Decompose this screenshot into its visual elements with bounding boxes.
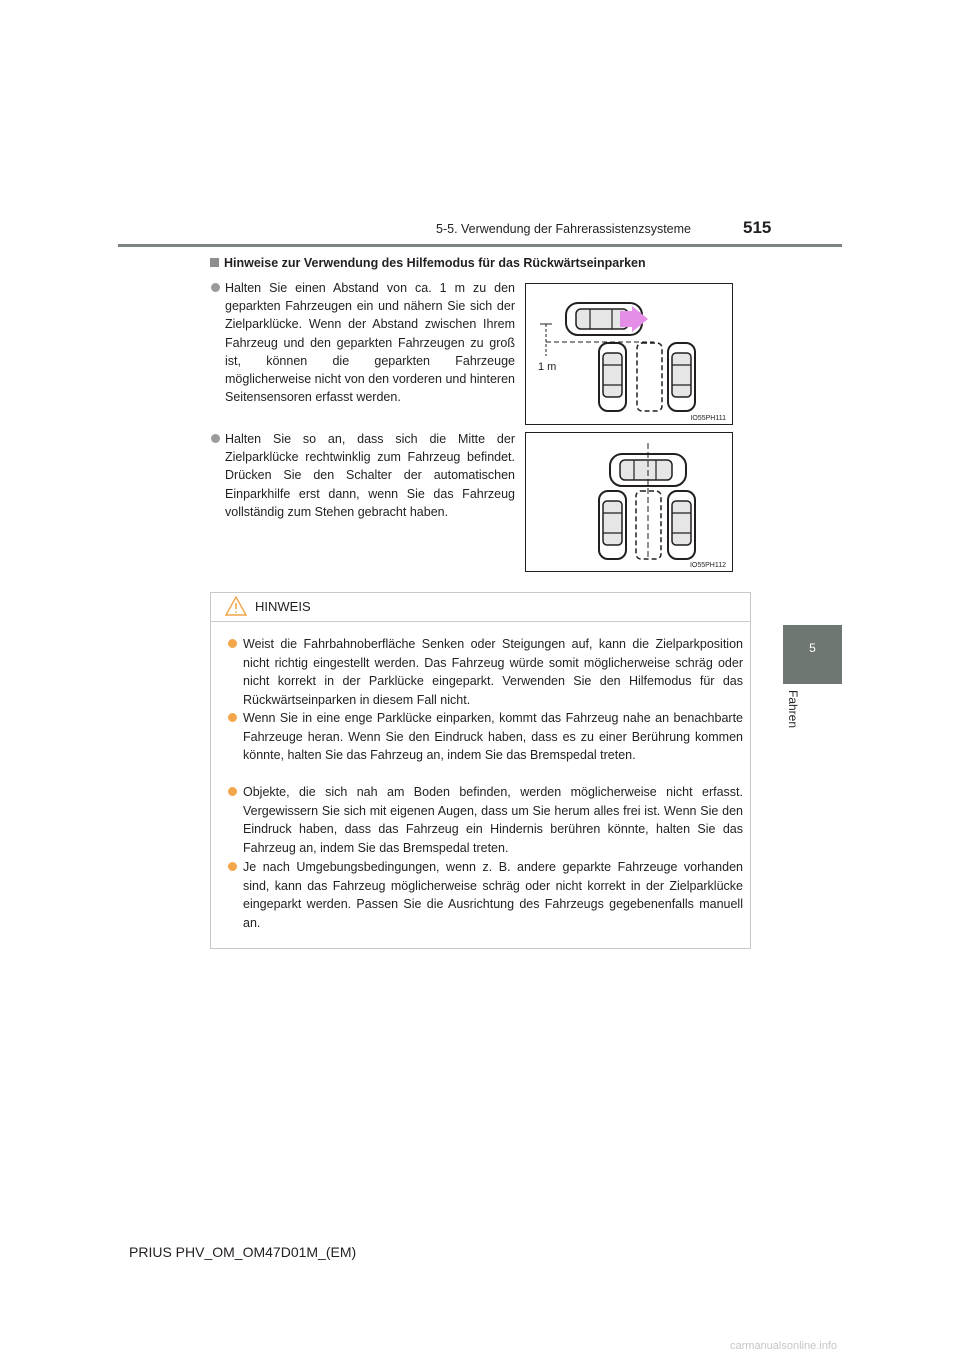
header-rule <box>118 244 842 247</box>
target-space <box>637 343 662 411</box>
bullet-text: Halten Sie so an, dass sich die Mitte der Zielparklücke rechtwinklig zum Fahrzeug befindet. Drücken Sie den Schalter der automatischen Einparkhilfe erst dann, wenn Sie das Fahrzeug vollständig zum Stehen gebracht haben. <box>225 432 515 519</box>
page-number: 515 <box>743 218 772 237</box>
parked-car-icon <box>668 343 695 411</box>
notice-item <box>243 635 743 709</box>
bullet-item <box>225 430 515 521</box>
bullet-dot-icon <box>211 434 220 443</box>
bullet-item <box>225 279 515 406</box>
parked-car-icon <box>599 491 626 559</box>
figure-code: IO55PH111 <box>690 415 726 422</box>
notice-bullet-icon <box>228 787 237 796</box>
notice-bullet-icon <box>228 713 237 722</box>
section-title <box>210 256 646 270</box>
notice-bullet-icon <box>228 639 237 648</box>
figure-approach-distance <box>525 283 733 425</box>
bullet-dot-icon <box>211 283 220 292</box>
notice-text: Wenn Sie in eine enge Parklücke einparken, kommt das Fahrzeug nahe an benachbarte Fahrzeuge heran. Wenn Sie den Eindruck haben, dass es zu einer Berührung kommen könnte, halten Sie das Fahrzeug an, indem Sie das Bremspedal treten. <box>243 711 743 763</box>
notice-header <box>211 593 750 622</box>
figure-code: IO55PH112 <box>689 562 726 569</box>
distance-label: 1 m <box>538 361 557 373</box>
footer-doc-id: PRIUS PHV_OM_OM47D01M_(EM) <box>129 1244 357 1260</box>
parked-car-icon <box>599 343 626 411</box>
chapter-number: 5 <box>809 641 816 655</box>
running-header-section: 5-5. Verwendung der Fahrerassistenzsysteme <box>436 222 691 236</box>
notice-item <box>243 858 743 932</box>
notice-text: Weist die Fahrbahnoberfläche Senken oder Steigungen auf, kann die Zielparkposition nicht richtig eingestellt werden. Das Fahrzeug würde somit möglicherweise schräg oder nicht korrekt in der Parklücke eingeparkt. Verwenden Sie den Hilfemodus für das Rückwärtseinparken in diesem Fall nicht. <box>243 637 743 707</box>
section-title-text: Hinweise zur Verwendung des Hilfemodus für das Rückwärtseinparken <box>224 256 646 270</box>
notice-item <box>243 709 743 765</box>
warning-icon <box>225 596 247 616</box>
notice-text: Je nach Umgebungsbedingungen, wenn z. B. andere geparkte Fahrzeuge vorhanden sind, kann das Fahrzeug möglicherweise schräg oder nicht korrekt in der Zielparklücke eingeparkt werden. Passen Sie die Ausrichtung des Fahrzeugs gegebenenfalls manuell an. <box>243 860 743 930</box>
notice-title: HINWEIS <box>255 599 311 614</box>
parking-diagram-1 <box>526 284 732 424</box>
figure-stop-position <box>525 432 733 572</box>
notice-text: Objekte, die sich nah am Boden befinden, werden möglicherweise nicht erfasst. Vergewissern Sie sich mit eigenen Augen, dass um Sie herum alles frei ist. Wenn Sie den Eindruck haben, dass das Fahrzeug ein Hindernis berühren könnte, halten Sie das Fahrzeug an, indem Sie das Bremspedal treten. <box>243 785 743 855</box>
parked-car-icon <box>668 491 695 559</box>
notice-item <box>243 783 743 857</box>
notice-bullet-icon <box>228 862 237 871</box>
bullet-text: Halten Sie einen Abstand von ca. 1 m zu den geparkten Fahrzeugen ein und nähern Sie sich der Zielparklücke. Wenn der Abstand zwischen Ihrem Fahrzeug und den geparkten Fahrzeugen zu groß ist, können die geparkten Fahrzeuge möglicherweise nicht von den vorderen und hinteren Seitensensoren erfasst werden. <box>225 281 515 405</box>
notice-box <box>210 592 751 949</box>
chapter-tab <box>783 625 842 684</box>
parking-diagram-2 <box>526 433 732 571</box>
chapter-label: Fahren <box>786 690 800 729</box>
watermark-url: carmanualsonline.info <box>730 1340 838 1352</box>
square-bullet-icon <box>210 258 219 267</box>
